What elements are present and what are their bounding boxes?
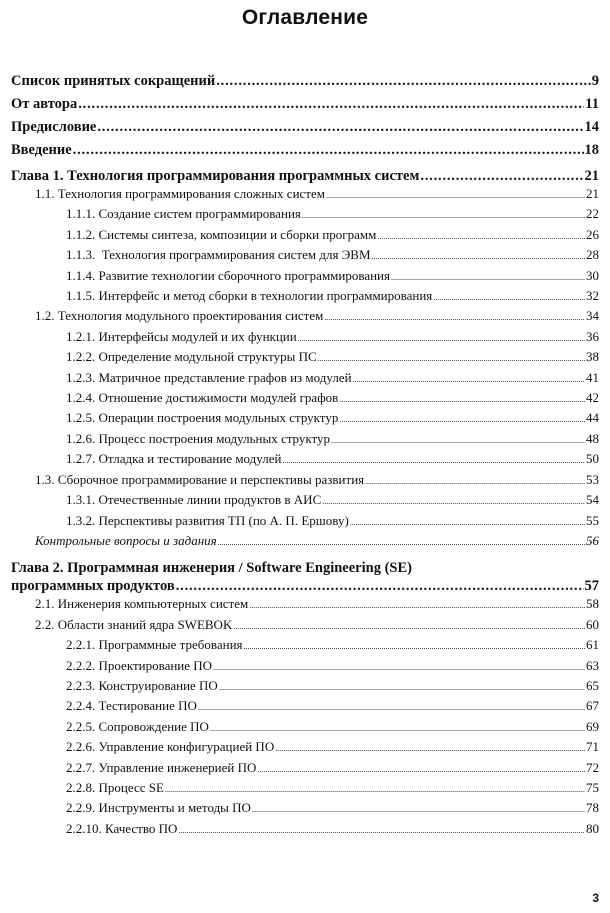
toc-entry-title: 1.2.1. Интерфейсы модулей и их функции bbox=[66, 328, 297, 344]
leader-dots bbox=[210, 720, 585, 738]
toc-entry-title: 2.2.5. Сопровождение ПО bbox=[66, 718, 209, 734]
toc-entry-page: 72 bbox=[586, 759, 599, 775]
toc-subsection[interactable] bbox=[11, 512, 599, 532]
toc-entry-page: 22 bbox=[586, 206, 599, 222]
leader-dots bbox=[73, 139, 584, 162]
toc-entry-page: 58 bbox=[586, 596, 599, 612]
leader-dots bbox=[377, 228, 585, 246]
toc-entry-title: Введение bbox=[11, 142, 72, 158]
toc-entry-page: 21 bbox=[584, 168, 599, 184]
toc-entry-title: 2.2. Области знаний ядра SWEBOK bbox=[35, 616, 233, 632]
leader-dots bbox=[339, 391, 585, 409]
toc-subsection[interactable] bbox=[11, 799, 599, 819]
leader-dots bbox=[275, 740, 585, 758]
toc-subsection[interactable] bbox=[11, 779, 599, 799]
toc-entry-page: 65 bbox=[586, 677, 599, 693]
toc-entry-title: 1.2. Технология модульного проектирования систем bbox=[35, 308, 324, 324]
toc-entry-introduction[interactable] bbox=[11, 139, 599, 162]
leader-dots bbox=[391, 269, 585, 287]
leader-dots bbox=[433, 289, 585, 307]
toc-chapter-title: Глава 1. Технология программирования программных систем bbox=[11, 168, 420, 184]
toc-section-2-2[interactable] bbox=[11, 616, 599, 636]
toc-questions[interactable] bbox=[11, 532, 599, 552]
toc-entry-page: 67 bbox=[586, 698, 599, 714]
toc-entry-page: 30 bbox=[586, 267, 599, 283]
toc-entry-title: Список принятых сокращений bbox=[11, 73, 216, 89]
leader-dots bbox=[178, 822, 585, 840]
leader-dots bbox=[372, 248, 585, 266]
toc-entry-title: 2.2.3. Конструирование ПО bbox=[66, 677, 218, 693]
leader-dots bbox=[257, 761, 585, 779]
toc-entry-title: Предисловие bbox=[11, 119, 97, 135]
leader-dots bbox=[218, 534, 585, 552]
leader-dots bbox=[324, 309, 585, 327]
toc-entry-page: 26 bbox=[586, 226, 599, 242]
toc-entry-title: 1.3. Сборочное программирование и перспективы развития bbox=[35, 471, 365, 487]
toc-chapter-2[interactable] bbox=[11, 577, 599, 595]
toc-entry-page: 28 bbox=[586, 247, 599, 263]
toc-subsection[interactable] bbox=[11, 369, 599, 389]
toc-subsection[interactable] bbox=[11, 491, 599, 511]
toc-entry-preface[interactable] bbox=[11, 116, 599, 139]
toc-entry-page: 48 bbox=[586, 430, 599, 446]
toc-subsection[interactable] bbox=[11, 287, 599, 307]
toc-section-2-1[interactable] bbox=[11, 595, 599, 615]
toc-subsection[interactable] bbox=[11, 328, 599, 348]
toc-entry-title: Контрольные вопросы и задания bbox=[35, 532, 217, 548]
leader-dots bbox=[233, 618, 585, 636]
leader-dots bbox=[322, 493, 585, 511]
toc-chapter-1[interactable] bbox=[11, 167, 599, 185]
toc-entry-page: 55 bbox=[586, 512, 599, 528]
toc-entry-title: 1.1. Технология программирования сложных систем bbox=[35, 186, 325, 201]
toc-entry-title: 2.2.6. Управление конфигурацией ПО bbox=[66, 739, 275, 755]
toc-entry-title: 1.3.2. Перспективы развития ТП (по А. П. Ершову) bbox=[66, 512, 349, 528]
leader-dots bbox=[97, 116, 583, 139]
toc-entry-page: 38 bbox=[586, 349, 599, 365]
toc-subsection[interactable] bbox=[11, 820, 599, 840]
toc-subsection[interactable] bbox=[11, 450, 599, 470]
leader-dots bbox=[165, 781, 585, 799]
toc-entry-page: 42 bbox=[586, 390, 599, 406]
leader-dots bbox=[298, 330, 585, 348]
toc-entry-page: 53 bbox=[586, 471, 599, 487]
leader-dots bbox=[216, 70, 591, 93]
toc-section-1-2[interactable] bbox=[11, 307, 599, 327]
toc-entry-page: 32 bbox=[586, 288, 599, 304]
leader-dots bbox=[318, 350, 585, 368]
toc-entry-title: 1.1.5. Интерфейс и метод сборки в технологии программирования bbox=[66, 288, 433, 304]
toc-entry-title: 2.2.2. Проектирование ПО bbox=[66, 657, 213, 673]
toc-entry-title: 2.2.7. Управление инженерией ПО bbox=[66, 759, 257, 775]
toc-entry-title: 1.3.1. Отечественные линии продуктов в АИС bbox=[66, 492, 322, 508]
leader-dots bbox=[219, 679, 585, 697]
toc-entry-page: 11 bbox=[585, 96, 599, 112]
leader-dots bbox=[244, 638, 585, 656]
leader-dots bbox=[198, 699, 585, 717]
toc-entry-title: 2.2.10. Качество ПО bbox=[66, 820, 178, 836]
toc-entry-page: 56 bbox=[586, 532, 599, 548]
toc-entry-page: 57 bbox=[584, 578, 599, 595]
toc-entry-page: 41 bbox=[586, 369, 599, 385]
toc-entry-page: 61 bbox=[586, 637, 599, 653]
toc-entry-page: 9 bbox=[591, 73, 599, 89]
toc-entry-from-author[interactable] bbox=[11, 93, 599, 116]
toc-entry-page: 60 bbox=[586, 616, 599, 632]
leader-dots bbox=[249, 597, 585, 615]
toc-chapter-title: программных продуктов bbox=[11, 578, 175, 595]
toc-entry-title: 2.2.9. Инструменты и методы ПО bbox=[66, 800, 251, 816]
leader-dots bbox=[326, 187, 585, 205]
toc-subsection[interactable] bbox=[11, 697, 599, 717]
toc-entry-title: 2.2.4. Тестирование ПО bbox=[66, 698, 197, 714]
toc-entry-title: 2.1. Инженерия компьютерных систем bbox=[35, 596, 249, 612]
leader-dots bbox=[78, 93, 584, 116]
toc-subsection[interactable] bbox=[11, 657, 599, 677]
toc-entry-page: 69 bbox=[586, 718, 599, 734]
toc-entry-page: 71 bbox=[586, 739, 599, 755]
leader-dots bbox=[353, 371, 585, 389]
toc-subsection[interactable] bbox=[11, 677, 599, 697]
toc-subsection[interactable] bbox=[11, 205, 599, 225]
page-title: Оглавление bbox=[241, 6, 369, 29]
toc-entry-page: 50 bbox=[586, 451, 599, 467]
toc-entry-title: 1.2.4. Отношение достижимости модулей графов bbox=[66, 390, 339, 406]
toc-subsection[interactable] bbox=[11, 246, 599, 266]
toc-entry-page: 21 bbox=[586, 186, 599, 201]
leader-dots bbox=[282, 452, 585, 470]
toc-subsection[interactable] bbox=[11, 430, 599, 450]
toc-section-1-1[interactable] bbox=[11, 185, 599, 205]
toc-entry-title: 1.2.2. Определение модульной структуры ПС bbox=[66, 349, 317, 365]
toc-entry-page: 18 bbox=[584, 142, 599, 158]
toc-entry-title: 1.1.3. Технология программирования систем для ЭВМ bbox=[66, 247, 371, 263]
leader-dots bbox=[331, 432, 585, 450]
table-of-contents bbox=[11, 70, 599, 840]
toc-entry-page: 54 bbox=[586, 492, 599, 508]
toc-entry-title: 1.1.4. Развитие технологии сборочного программирования bbox=[66, 267, 390, 283]
toc-chapter-2-title-line1[interactable]: Глава 2. Программная инженерия / Software Engineering (SE) bbox=[11, 560, 412, 577]
toc-subsection[interactable] bbox=[11, 718, 599, 738]
leader-dots bbox=[339, 411, 585, 429]
toc-entry-title: 1.1.2. Системы синтеза, композиции и сборки программ bbox=[66, 226, 377, 242]
toc-entry-page: 36 bbox=[586, 328, 599, 344]
toc-entry-page: 80 bbox=[586, 820, 599, 836]
toc-entry-abbreviations[interactable] bbox=[11, 70, 599, 93]
toc-entry-title: 2.2.1. Программные требования bbox=[66, 637, 243, 653]
toc-entry-title: От автора bbox=[11, 96, 78, 112]
leader-dots bbox=[176, 577, 584, 595]
toc-subsection[interactable] bbox=[11, 759, 599, 779]
toc-subsection[interactable] bbox=[11, 348, 599, 368]
toc-subsection[interactable] bbox=[11, 409, 599, 429]
toc-subsection[interactable] bbox=[11, 738, 599, 758]
page-number: 3 bbox=[592, 891, 599, 905]
toc-entry-title: 1.2.6. Процесс построения модульных структур bbox=[66, 430, 331, 446]
leader-dots bbox=[420, 167, 583, 185]
leader-dots bbox=[302, 207, 585, 225]
toc-entry-title: 1.1.1. Создание систем программирования bbox=[66, 206, 301, 222]
toc-entry-page: 34 bbox=[586, 308, 599, 324]
toc-entry-page: 75 bbox=[586, 779, 599, 795]
leader-dots bbox=[350, 514, 585, 532]
toc-subsection[interactable] bbox=[11, 636, 599, 656]
toc-entry-page: 44 bbox=[586, 410, 599, 426]
toc-entry-page: 63 bbox=[586, 657, 599, 673]
leader-dots bbox=[213, 659, 585, 677]
toc-entry-title: 2.2.8. Процесс SE bbox=[66, 779, 164, 795]
toc-entry-title: 1.2.7. Отладка и тестирование модулей bbox=[66, 451, 282, 467]
toc-entry-page: 78 bbox=[586, 800, 599, 816]
toc-subsection[interactable] bbox=[11, 226, 599, 246]
leader-dots bbox=[365, 473, 585, 491]
toc-subsection[interactable] bbox=[11, 267, 599, 287]
toc-entry-page: 14 bbox=[584, 119, 599, 135]
toc-subsection[interactable] bbox=[11, 389, 599, 409]
toc-entry-title: 1.2.5. Операции построения модульных структур bbox=[66, 410, 339, 426]
toc-entry-title: 1.2.3. Матричное представление графов из модулей bbox=[66, 369, 352, 385]
toc-section-1-3[interactable] bbox=[11, 471, 599, 491]
leader-dots bbox=[252, 801, 585, 819]
